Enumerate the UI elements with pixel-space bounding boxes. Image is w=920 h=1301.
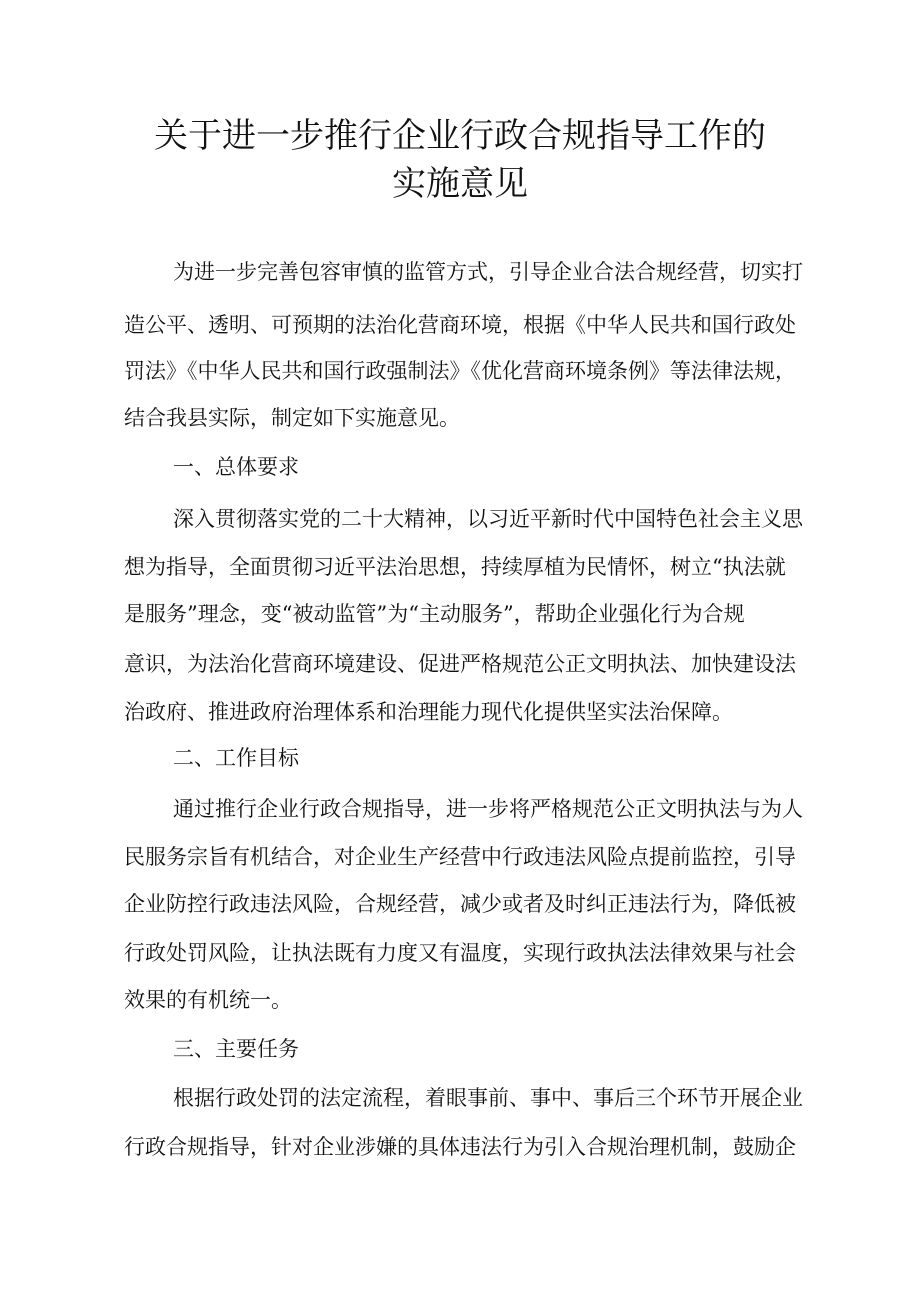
- document-title-line-2: 实施意见: [392, 164, 528, 204]
- intro-paragraph-line: 结合我县实际，制定如下实施意见。: [124, 406, 460, 430]
- section-1-paragraph-line: 深入贯彻落实党的二十大精神，以习近平新时代中国特色社会主义思: [173, 507, 803, 531]
- section-1-paragraph-line: 想为指导，全面贯彻习近平法治思想，持续厚植为民情怀，树立“执法就: [124, 555, 786, 579]
- section-1-paragraph-line: 治政府、推进政府治理体系和治理能力现代化提供坚实法治保障。: [124, 700, 733, 724]
- section-heading-main-tasks: 三、主要任务: [173, 1037, 299, 1061]
- intro-paragraph-line: 造公平、透明、可预期的法治化营商环境，根据《中华人民共和国行政处: [124, 313, 796, 337]
- section-2-paragraph-line: 企业防控行政违法风险，合规经营，减少或者及时纠正违法行为，降低被: [124, 892, 796, 916]
- intro-paragraph-line: 罚法》《中华人民共和国行政强制法》《优化营商环境条例》等法律法规，: [124, 359, 796, 383]
- section-2-paragraph-line: 行政处罚风险，让执法既有力度又有温度，实现行政执法法律效果与社会: [124, 941, 796, 965]
- section-3-paragraph-line: 根据行政处罚的法定流程，着眼事前、事中、事后三个环节开展企业: [173, 1086, 803, 1110]
- section-2-paragraph-line: 民服务宗旨有机结合，对企业生产经营中行政违法风险点提前监控，引导: [124, 845, 796, 869]
- section-heading-general-requirements: 一、总体要求: [173, 455, 299, 479]
- section-2-paragraph-line: 效果的有机统一。: [124, 988, 292, 1012]
- document-title-line-1: 关于进一步推行企业行政合规指导工作的: [154, 116, 766, 156]
- section-1-paragraph-line: 意识，为法治化营商环境建设、促进严格规范公正文明执法、加快建设法: [124, 652, 796, 676]
- intro-paragraph-line: 为进一步完善包容审慎的监管方式，引导企业合法合规经营，切实打: [173, 260, 803, 284]
- section-3-paragraph-line: 行政合规指导，针对企业涉嫌的具体违法行为引入合规治理机制，鼓励企: [124, 1135, 796, 1159]
- section-heading-work-goals: 二、工作目标: [173, 746, 299, 770]
- section-1-paragraph-line: 是服务”理念，变“被动监管”为“主动服务”，帮助企业强化行为合规: [124, 602, 745, 626]
- section-2-paragraph-line: 通过推行企业行政合规指导，进一步将严格规范公正文明执法与为人: [173, 797, 803, 821]
